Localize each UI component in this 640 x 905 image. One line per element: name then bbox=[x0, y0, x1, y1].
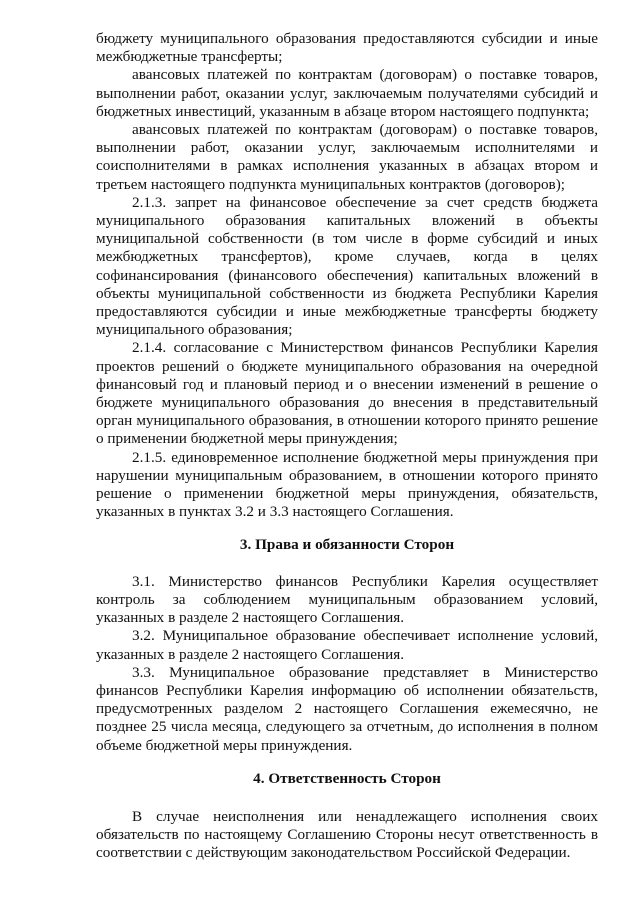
paragraph-2-1-5: 2.1.5. единовременное исполнение бюджетной меры принуждения при нарушении муниципальным образованием, в отношении которого принято решение о применении бюджетной меры принуждения, обязательств, указанных в пунктах 3.2 и 3.3 настоящего Соглашения. bbox=[96, 448, 598, 521]
paragraph-3-1: 3.1. Министерство финансов Республики Карелия осуществляет контроль за соблюдением муниципальным образованием условий, указанных в разделе 2 настоящего Соглашения. bbox=[96, 572, 598, 627]
paragraph-4-1: В случае неисполнения или ненадлежащего исполнения своих обязательств по настоящему Соглашению Стороны несут ответственность в соответствии с действующим законодательством Российской Федерации. bbox=[96, 807, 598, 862]
continuation-paragraph: бюджету муниципального образования предоставляются субсидии и иные межбюджетные трансферты; bbox=[96, 30, 598, 66]
paragraph-3-3: 3.3. Муниципальное образование представляет в Министерство финансов Республики Карелия информацию об исполнении обязательств, предусмотренных разделом 2 настоящего Соглашения ежемесячно, не позднее 25 числа месяца, следующего за отчетным, до исполнения в полном объеме бюджетной меры принуждения. bbox=[96, 663, 598, 754]
paragraph-2-1-4: 2.1.4. согласование с Министерством финансов Республики Карелия проектов решений о бюджете муниципального образования на очередной финансовый год и плановый период и о внесении изменений в решение о бюджете муниципального образования до внесения в представительный орган муниципального образования, в отношении которого принято решение о применении бюджетной меры принуждения; bbox=[96, 339, 598, 448]
paragraph-advance-payments-contractors: авансовых платежей по контрактам (договорам) о поставке товаров, выполнении работ, оказании услуг, заключаемым исполнителями и соисполнителями в рамках исполнения указанных в абзацах втором и третьем настоящего подпункта муниципальных контрактов (договоров); bbox=[96, 121, 598, 193]
document-page bbox=[96, 30, 598, 863]
paragraph-advance-payments-recipients: авансовых платежей по контрактам (договорам) о поставке товаров, выполнении работ, оказании услуг, заключаемым получателями субсидий и бюджетных инвестиций, указанным в абзаце втором настоящего подпункта; bbox=[96, 66, 598, 120]
section-3-heading: 3. Права и обязанности Сторон bbox=[239, 536, 455, 554]
paragraph-3-2: 3.2. Муниципальное образование обеспечивает исполнение условий, указанных в разделе 2 настоящего Соглашения. bbox=[96, 627, 598, 663]
section-4-heading: 4. Ответственность Сторон bbox=[253, 769, 441, 787]
paragraph-2-1-3: 2.1.3. запрет на финансовое обеспечение за счет средств бюджета муниципального образования капитальных вложений в объекты муниципальной собственности (в том числе в форме субсидий и иных межбюджетных трансфертов), кроме случаев, когда в целях софинансирования (финансового обеспечения) капитальных вложений в объекты муниципальной собственности из бюджета Республики Карелия предоставляются субсидии и иные межбюджетные трансферты бюджету муниципального образования; bbox=[96, 193, 598, 339]
